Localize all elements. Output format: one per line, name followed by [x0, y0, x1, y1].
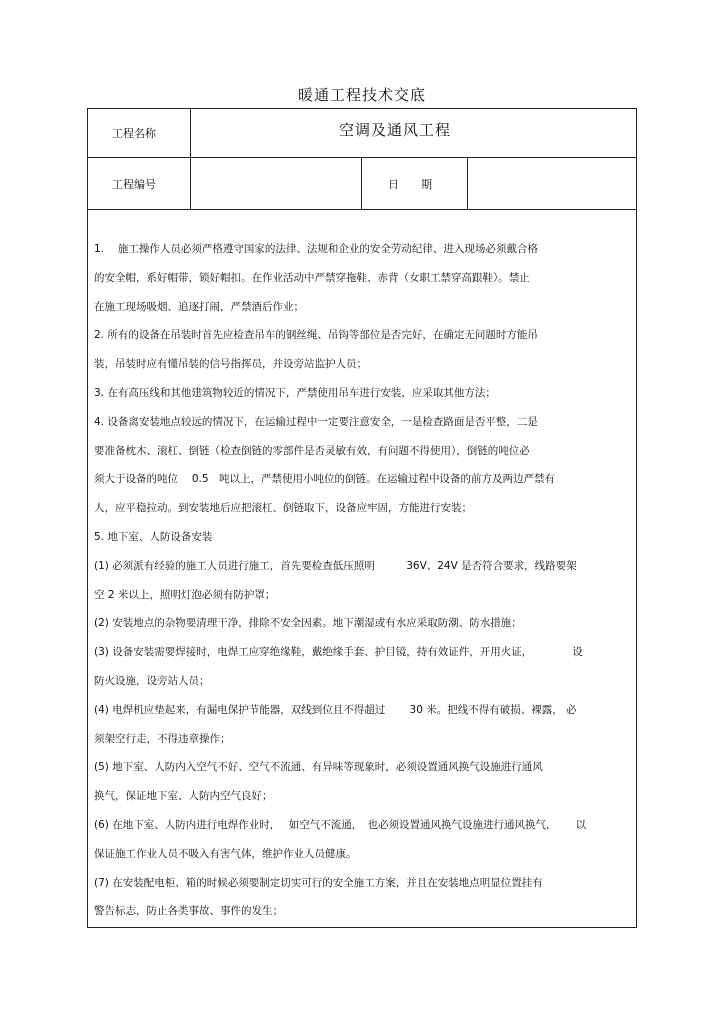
content-line: (3) 设备安装需要焊接时，电焊工应穿绝缘鞋，戴绝缘手套、护目镜，持有效证件，开用火证， 设	[94, 646, 583, 659]
content-line: (2) 安装地点的杂物要清理干净，排除不安全因素。地下潮湿或有水应采取防潮、防水措施；	[94, 617, 522, 630]
content-line: (1) 必须派有经验的施工人员进行施工，首先要检查低压照明 36V、24V 是否符合要求，线路要架	[94, 559, 577, 572]
content-line: (6) 在地下室、人防内进行电焊作业时， 如空气不流通， 也必须设置通风换气设施进行通风换气， 以	[94, 818, 587, 831]
disclosure-table	[87, 108, 637, 928]
project-name-label: 工程名称	[112, 127, 156, 140]
content-line: 换气，保证地下室、人防内空气良好；	[94, 790, 273, 803]
content-line: 警告标志，防止各类事故、事件的发生；	[94, 905, 283, 918]
content-line: 空 2 米以上，照明灯泡必须有防护罩；	[94, 588, 276, 601]
content-line: 保证施工作业人员不吸入有害气体，维护作业人员健康。	[94, 847, 357, 860]
content-line: 在施工现场吸烟、追逐打闹，严禁酒后作业；	[94, 300, 304, 313]
content-line: 要准备枕木、滚杠、倒链（检查倒链的零部件是否灵敏有效，有问题不得使用），倒链的吨位必	[94, 444, 530, 457]
content-line: (7) 在安装配电柜、箱的时候必须要制定切实可行的安全施工方案，并且在安装地点明显位置挂有	[94, 876, 543, 889]
content-line: 须大于设备的吨位 0.5 吨以上，严禁使用小吨位的倒链。在运输过程中设备的前方及两边严禁有	[94, 473, 556, 486]
content-line: (4) 电焊机应垫起来，有漏电保护节能器，双线到位且不得超过 30 米。把线不得有破损、裸露， 必	[94, 703, 577, 716]
column-divider	[361, 157, 362, 209]
content-line: 2. 所有的设备在吊装时首先应检查吊车的钢丝绳、吊钩等部位是否完好，在确定无问题时方能吊	[94, 329, 538, 342]
disclosure-content	[94, 235, 628, 926]
content-line: (5) 地下室、人防内入空气不好、空气不流通、有异味等现象时，必须设置通风换气设施进行通风	[94, 761, 543, 774]
content-line: 防火设施，设旁站人员；	[94, 674, 210, 687]
column-divider	[190, 109, 191, 209]
document-title: 暖通工程技术交底	[297, 86, 426, 104]
content-line: 的安全帽，系好帽带，锁好帽扣。在作业活动中严禁穿拖鞋、赤背（女职工禁穿高跟鞋）。禁止	[94, 271, 530, 284]
row-divider	[88, 157, 636, 158]
content-line: 5. 地下室、人防设备安装	[94, 530, 213, 543]
date-label: 日 期	[388, 178, 432, 191]
column-divider	[467, 157, 468, 209]
content-line: 须架空行走，不得违章操作；	[94, 732, 231, 745]
content-line: 装，吊装时应有懂吊装的信号指挥员，并设旁站监护人员；	[94, 358, 367, 371]
project-name-value: 空调及通风工程	[339, 121, 452, 139]
content-line: 人，应平稳拉动。到安装地后应把滚杠、倒链取下，设备应牢固，方能进行安装；	[94, 502, 472, 515]
row-divider	[88, 209, 636, 210]
content-line: 4. 设备离安装地点较远的情况下，在运输过程中一定要注意安全，一是检查路面是否平整，二是	[94, 415, 538, 428]
project-number-label: 工程编号	[112, 178, 156, 191]
content-line: 3. 在有高压线和其他建筑物较近的情况下，严禁使用吊车进行安装，应采取其他方法；	[94, 386, 496, 399]
content-line: 1. 施工操作人员必须严格遵守国家的法律、法规和企业的安全劳动纪律、进入现场必须戴合格	[94, 243, 538, 255]
